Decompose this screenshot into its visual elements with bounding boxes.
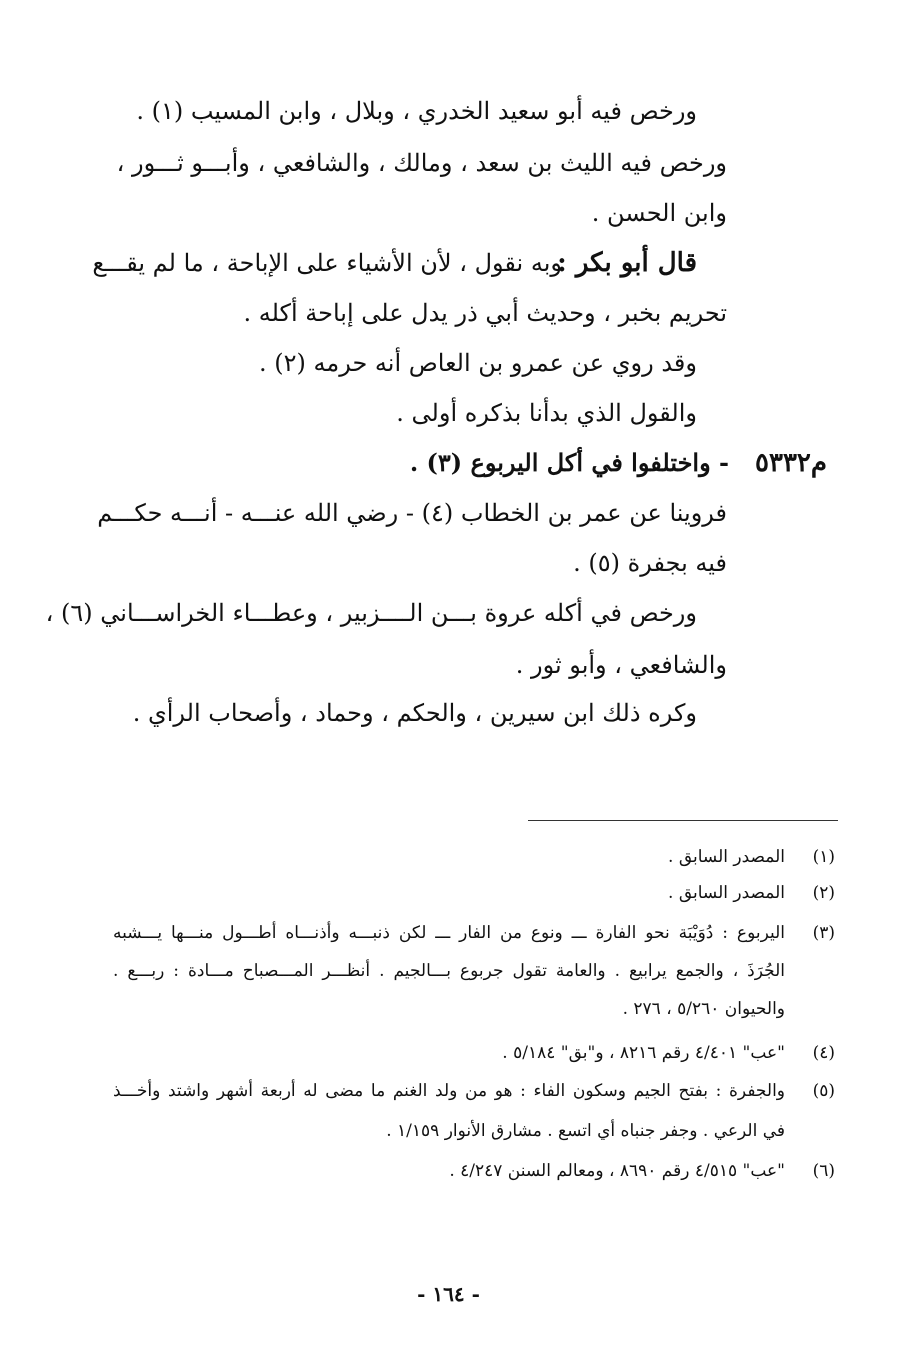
body-line: فروينا عن عمر بن الخطاب (٤) - رضي الله عنـــه - أنـــه حكـــم (97, 499, 727, 527)
body-line: ورخص فيه أبو سعيد الخدري ، وبلال ، وابن المسيب (١) . (136, 97, 697, 125)
footnote-text: "عب" ٤/٥١٥ رقم ٨٦٩٠ ، ومعالم السنن ٤/٢٤٧ . (449, 1161, 785, 1181)
body-line: وكره ذلك ابن سيرين ، والحكم ، وحماد ، وأصحاب الرأي . (132, 699, 697, 727)
footnote-number: (٣) (812, 923, 835, 943)
footnote-text: اليربوع : دُوَيْبَة نحو الفارة ـــ ونوع من الفار ـــ لكن ذنبـــه وأذنـــاه أطـــول منـــها يـــشبه (113, 923, 785, 943)
body-line: وابن الحسن . (591, 199, 727, 227)
body-line: والشافعي ، وأبو ثور . (515, 651, 727, 679)
footnote-text: "عب" ٤/٤٠١ رقم ٨٢١٦ ، و"بق" ٥/١٨٤ . (502, 1043, 785, 1063)
footnote-text: المصدر السابق . (668, 883, 785, 903)
body-line: ورخص فيه الليث بن سعد ، ومالك ، والشافعي ، وأبـــو ثـــور ، (116, 149, 727, 177)
speaker-label: قال أبو بكر : (557, 248, 697, 278)
footnote-number: (٢) (812, 883, 835, 903)
footnote-text: في الرعي . وجفر جنباه أي اتسع . مشارق الأنوار ١/١٥٩ . (386, 1121, 785, 1141)
footnote-number: (٦) (812, 1161, 835, 1181)
body-line: تحريم بخبر ، وحديث أبي ذر يدل على إباحة أكله . (243, 299, 727, 327)
body-line: ورخص في أكله عروة بـــن الــــزبير ، وعطـــاء الخراســـاني (٦) ، (45, 599, 697, 627)
footnote-number: (١) (812, 847, 835, 867)
body-line: فيه بجفرة (٥) . (573, 549, 727, 577)
footnote-number: (٥) (812, 1081, 835, 1101)
footnote-number: (٤) (812, 1043, 835, 1063)
section-heading: - واختلفوا في أكل اليربوع (٣) . (409, 448, 729, 477)
footnote-separator (528, 820, 838, 821)
body-line: وقد روي عن عمرو بن العاص أنه حرمه (٢) . (258, 349, 697, 377)
body-line: وبه نقول ، لأن الأشياء على الإباحة ، ما لم يقـــع (92, 249, 562, 277)
footnote-text: المصدر السابق . (668, 847, 785, 867)
page-number: - ١٦٤ - (417, 1282, 480, 1306)
footnote-text: والحيوان ٥/٢٦٠ ، ٢٧٦ . (622, 999, 785, 1019)
footnote-text: والجفرة : بفتح الجيم وسكون الفاء : هو من ولد الغنم ما مضى له أربعة أشهر واشتد وأخـــذ (113, 1081, 786, 1101)
section-number: م٥٣٣٢ (755, 448, 827, 478)
body-line: والقول الذي بدأنا بذكره أولى . (396, 399, 697, 427)
footnote-text: الجُرَذَ ، والجمع يرابيع . والعامة تقول جربوع بـــالجيم . أنظـــر المـــصباح مـــادة : ربـــع . (113, 961, 785, 981)
